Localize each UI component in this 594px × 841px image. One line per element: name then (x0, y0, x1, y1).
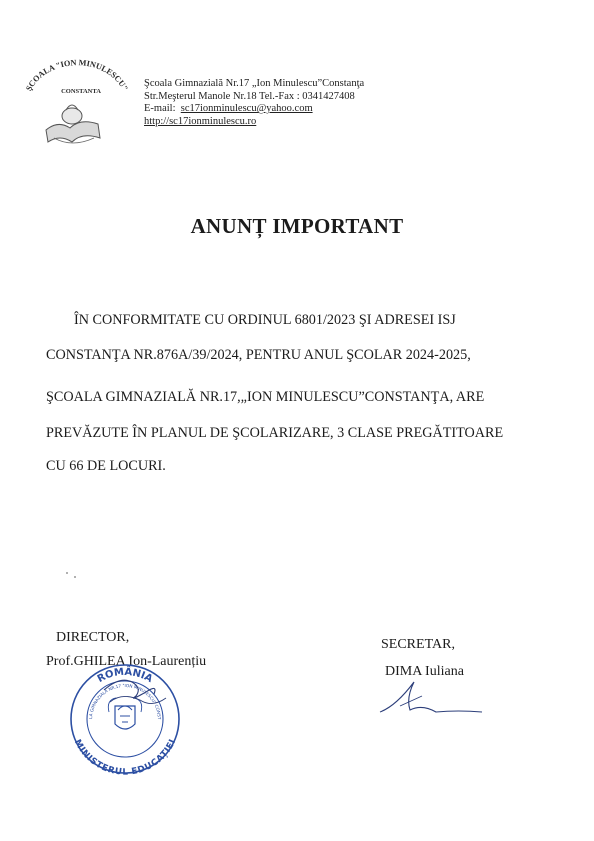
body-line-2: CONSTANŢA NR.876A/39/2024, PENTRU ANUL ŞCOLAR 2024-2025, (46, 347, 471, 363)
scan-dot (74, 576, 76, 578)
svg-text:ŞCOALA GIMNAZIALĂ NR.17 "ION M: LA GIMNAZIALĂ NR.17 "ION MINULESCU" CONST (88, 682, 163, 720)
director-name: Prof.GHILEA Ion-Laurențiu (46, 654, 207, 669)
school-logo-graphic (18, 58, 136, 150)
official-stamp (62, 662, 188, 776)
scan-dot (66, 572, 68, 574)
body-line-4: PREVĂZUTE ÎN PLANUL DE ŞCOLARIZARE, 3 CLASE PREGĂTITOARE (46, 425, 504, 441)
svg-text:MINISTERUL EDUCAȚIEI: MINISTERUL EDUCAȚIEI (71, 738, 179, 776)
body-line-1: ÎN CONFORMITATE CU ORDINUL 6801/2023 ŞI ADRESEI ISJ (74, 312, 456, 328)
secretary-signature (376, 676, 486, 720)
website-link[interactable]: http://sc17ionminulescu.ro (144, 115, 257, 127)
stamp-graphic (62, 662, 188, 776)
secretary-role: SECRETAR, (381, 637, 455, 652)
email-label: E-mail: (144, 103, 176, 115)
director-role: DIRECTOR, (56, 630, 130, 645)
email-line (144, 103, 364, 116)
body-line-3: ŞCOALA GIMNAZIALĂ NR.17,„ION MINULESCU”CONSTANŢA, ARE (46, 389, 485, 405)
body-line-5: CU 66 DE LOCURI. (46, 458, 166, 474)
svg-text:ROMÂNIA: ROMÂNIA (95, 666, 155, 685)
school-address-line: Str.Meşterul Manole Nr.18 Tel.-Fax : 0341427408 (144, 90, 355, 102)
secretary-signature-graphic (376, 676, 486, 720)
school-header (144, 78, 364, 128)
school-logo (18, 58, 136, 150)
secretary-name: DIMA Iuliana (385, 664, 464, 679)
svg-text:CONSTANTA: CONSTANTA (61, 88, 101, 95)
school-name-line: Şcoala Gimnazială Nr.17 „Ion Minulescu”Constanţa (144, 78, 365, 89)
svg-text:ŞCOALA "ION MINULESCU": ŞCOALA "ION MINULESCU" (24, 58, 130, 93)
page-title: ANUNȚ IMPORTANT (190, 214, 404, 238)
email-link[interactable]: sc17ionminulescu@yahoo.com (180, 103, 313, 115)
